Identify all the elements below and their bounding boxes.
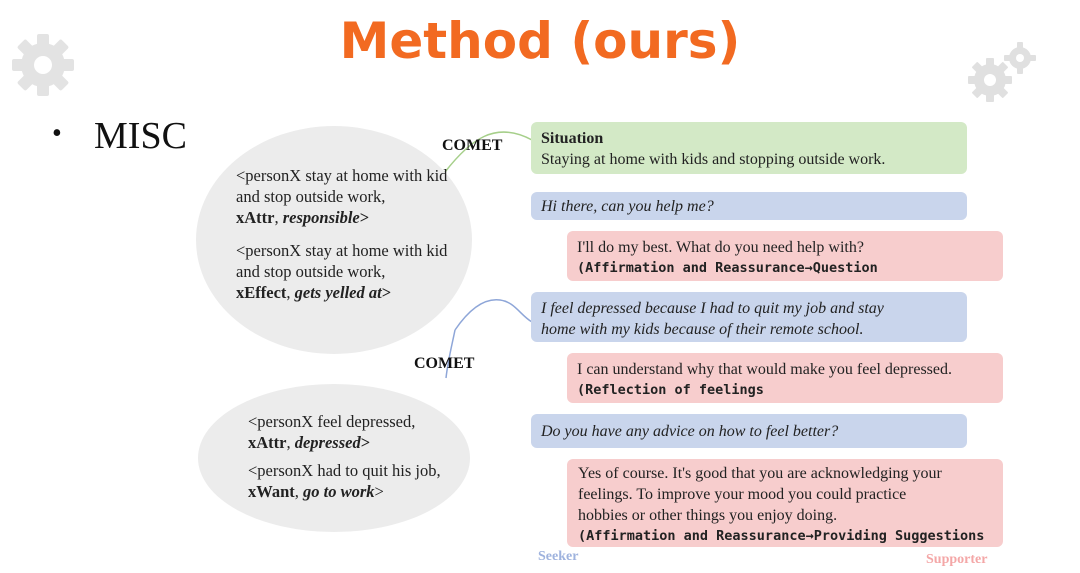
situation-text: Staying at home with kids and stopping outside work. [541, 151, 886, 168]
strategy-label: (Affirmation and Reassurance→Providing Suggestions [578, 528, 985, 544]
situation-box [531, 122, 967, 174]
supporter-legend-label: Supporter [926, 552, 988, 567]
knowledge-item: <personX feel depressed, xAttr, depressed> [248, 412, 416, 452]
supporter-utterance: I can understand why that would make you feel depressed. (Reflection of feelings [567, 353, 1003, 403]
knowledge-item: <personX stay at home with kid and stop outside work, xAttr, responsible> [236, 166, 448, 227]
strategy-label: (Affirmation and Reassurance→Question [577, 260, 878, 276]
supporter-utterance: Yes of course. It's good that you are acknowledging your feelings. To improve your mood you could practice hobbies or other things you enjoy doing. (Affirmation and Reassurance→Providing Suggestions [567, 459, 1003, 547]
situation-label: Situation [541, 130, 604, 147]
seeker-utterance: Hi there, can you help me? [531, 192, 967, 220]
knowledge-item: <personX stay at home with kid and stop outside work, xEffect, gets yelled at> [236, 241, 448, 302]
seeker-utterance: Do you have any advice on how to feel better? [531, 414, 967, 448]
seeker-utterance: I feel depressed because I had to quit my job and stay home with my kids because of their remote school. [531, 292, 967, 342]
slide-title: Method (ours) [339, 12, 741, 70]
supporter-utterance: I'll do my best. What do you need help with? (Affirmation and Reassurance→Question [567, 231, 1003, 281]
comet-label-bottom: COMET [414, 355, 475, 372]
knowledge-item: <personX had to quit his job, xWant, go to work> [248, 461, 441, 501]
comet-label-top: COMET [442, 137, 503, 154]
seeker-legend-label: Seeker [538, 549, 579, 564]
strategy-label: (Reflection of feelings [577, 382, 764, 398]
bullet-misc: • MISC [52, 115, 187, 157]
